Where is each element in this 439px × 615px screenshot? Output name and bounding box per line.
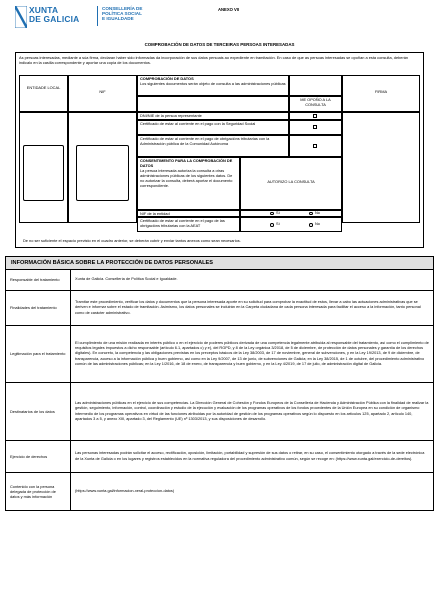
authorize-nif-no-radio[interactable]: [309, 212, 313, 216]
section2-header: [137, 157, 240, 210]
privacy-row-recipients: [5, 383, 434, 441]
auth-cell-aeat: [240, 217, 342, 232]
section1-header-right: [289, 75, 342, 96]
privacy-row-rights: [5, 441, 434, 473]
privacy-label: Finalidades del tratamiento: [6, 291, 71, 325]
privacy-text: Las administraciones públicas en el ejercicio de sus competencias. La Dirección General de Cohesión y Fondos Europeos de la Consellería de Hacienda y Administración Pública con la finalidad de realizar la gestión, seguimiento, información, control, coordinación y estudio de la ejecución y evaluación de los programas operativos de los fondos procedentes de la Unión Europea en su condición de organismo intermedio de los programas operativos en virtud de las funciones atribuidas por la autoridad de gestión de los programas operativos según lo dispuesto en los artículos 125, apartado 2, artículo 140, apartados 3 a 5, y anexo XIII, apartado 3, del Reglamento (UE) nº 1303/2013, y sus disposiciones de desarrollo.: [75, 401, 429, 421]
privacy-text: Xunta de Galicia. Consellería de Política Social e Igualdade.: [75, 277, 178, 282]
oppose-checkbox-dni[interactable]: [313, 114, 317, 118]
footnote: De no ser suficiente el espacio previsto en el cuadro anterior, se deberán cubrir y enviar tantos anexos como sean necesarios.: [23, 238, 241, 243]
page-title: COMPROBACIÓN DE DATOS DE TERCEIRAS PERSOAS INTERESADAS: [144, 42, 295, 47]
authorize-aeat-yes-radio[interactable]: [270, 223, 274, 227]
section1-subtitle: Los siguientes documentos serán objeto de consulta a las administraciones públicas: [140, 80, 286, 86]
privacy-label: Responsable del tratamiento: [6, 270, 71, 290]
nif-header: NIF: [68, 75, 137, 112]
consellaria-line2: POLÍTICA SOCIAL: [102, 11, 142, 17]
intro-text: As persoas interesadas, mediante a súa firma, declaran haber sido informadas da incorporación de sus datos persoais ao expediente en tramitación. En caso de que as persoas interesadas se opoñan a esta consulta, deberán indicalo en la casilla correspondente y aportar una copia de los documentos.: [19, 55, 409, 66]
oppose-header-left: [137, 96, 289, 112]
nif-input[interactable]: [76, 145, 129, 201]
auth-row-nif: NIF de la entidad: [137, 210, 240, 217]
logo-title: [29, 6, 79, 23]
signature-cell[interactable]: [342, 112, 420, 223]
section2-subtitle: La persoa interesada autoriza la consulta a otras administraciones públicas de los siguientes datos. De no autorizar la consulta, deberá aportar el documento correspondiente.: [140, 167, 233, 188]
entity-input[interactable]: [23, 145, 64, 201]
privacy-label: Destinatarios de los datos: [6, 383, 71, 440]
privacy-row-legitimation: [5, 326, 434, 383]
privacy-header: INFORMACIÓN BÁSICA SOBRE LA PROTECCIÓN DE DATOS PERSONALES: [5, 256, 434, 270]
privacy-row-responsible: [5, 270, 434, 291]
authorize-nif-no-label: No: [315, 209, 320, 215]
authorize-header: AUTORIZO LA CONSULTA: [240, 157, 342, 210]
logo-title-line2: DE GALICIA: [29, 13, 80, 24]
entity-header: ENTIDADE LOCAL: [19, 75, 68, 112]
privacy-text: Tramitar este procedimiento, verificar los datos y documentos que la persona interesada aporte en su solicitud para comprobar la exactitud de estos, llevar a cabo las actuaciones administrativas que se deriven e informar sobre el estado de tramitación. Asimismo, los datos personales se incluirán en la Carpeta ciudadana de cada persona interesada para facilitar el acceso a la información, tanto personal como de carácter administrativo.: [75, 300, 421, 315]
consellaria-line1: CONSELLERÍA DE: [102, 6, 143, 11]
check-row-ss: Certificado de estar al corriente en el pago con la Seguridad Social: [137, 120, 289, 135]
privacy-label: Ejercicio de derechos: [6, 441, 71, 472]
oppose-checkbox-ss[interactable]: [313, 125, 317, 129]
auth-cell-nif: [240, 210, 342, 217]
signature-header: FIRMA: [342, 75, 420, 112]
privacy-label: Legitimación para el tratamiento: [6, 326, 71, 382]
authorize-aeat-no-radio[interactable]: [309, 223, 313, 227]
authorize-nif-yes-label: Sí: [276, 209, 280, 215]
logo-divider: [97, 6, 98, 26]
authorize-aeat-yes-label: Sí: [276, 221, 280, 226]
auth-row-aeat: Certificado de estar al corriente en el pago de las obrigacións tributarias con la AEAT: [137, 217, 240, 232]
section2-title: CONSENTIMENTO PARA LA COMPROBACIÓN DE DATOS: [140, 158, 233, 168]
section1-title: COMPROBACIÓN DE DATOS: [140, 76, 194, 81]
galicia-flag-icon: [15, 6, 27, 28]
privacy-row-contact: [5, 473, 434, 511]
privacy-link[interactable]: (https://www.xunta.gal/informacion-xeral-proteccion-datos): [75, 488, 175, 493]
authorize-nif-yes-radio[interactable]: [270, 212, 274, 216]
consellaria-name: [102, 6, 142, 22]
consellaria-line3: E IGUALDADE: [102, 16, 134, 22]
xunta-logo: [15, 6, 89, 28]
check-row-atriga: Certificado de estar al corriente en el pago de obrigacións tributarias con la Administración pública de la Comunidad Autónoma: [137, 135, 289, 157]
logo-title-line1: XUNTA: [29, 5, 59, 15]
oppose-header: ME OPOÑO A LA CONSULTA: [289, 96, 342, 112]
section1-header: [137, 75, 289, 96]
privacy-row-purposes: [5, 291, 434, 326]
oppose-checkbox-atriga[interactable]: [313, 144, 317, 148]
authorize-aeat-no-label: No: [315, 221, 320, 226]
privacy-text: Las personas interesadas podrán solicitar el acceso, rectificación, oposición, limitación, portabilidad y supresión de sus datos o retirar, en su caso, el consentimiento otorgado a través de la sede electrónica de la Xunta de Galicia o en los lugares y registros establecidos en la normativa reguladora del procedimiento administrativo común, según se recoge en: (https://www.xunta.gal/exercicio-de-dereitos).: [75, 451, 425, 461]
privacy-text: El cumplimiento de una misión realizada en interés público o en el ejercicio de poderes públicos derivada de una competencia legalmente atribuida al responsable del tratamiento, así como el cumplimiento de requisitos legales impuestos a dicho responsable (artículo 6.1, apartados c) y e), del RGPD, y 8 de la Ley orgánica 3/2018, de 5 de diciembre, de protección de datos personales y garantía de los derechos digitales). En concreto, la competencia y las obligaciones previstas en los preceptos básicos de la Ley 38/2003, de 17 de noviembre, general de subvenciones, y en la Ley 19/2013, de 9 de diciembre, de transparencia, acceso a la información pública y buen gobierno, así como en la Ley 9/2007, de 13 de junio, de subvenciones de Galicia; en la Ley 38/2015, de 1 de octubre, del procedimiento administrativo común de las administraciones públicas; en la Ley 1/2016, de 18 de enero, de transparencia y buen gobierno, y en la Ley 4/2019, de 17 de julio, de administración digital de Galicia.: [75, 340, 429, 366]
check-row-dni: DNI/NIE de la persoa representante: [137, 112, 289, 120]
annex-label: ANEXO VII: [218, 7, 240, 12]
privacy-label: Contenido con la persona delegada de protección de datos y más información: [6, 473, 71, 510]
